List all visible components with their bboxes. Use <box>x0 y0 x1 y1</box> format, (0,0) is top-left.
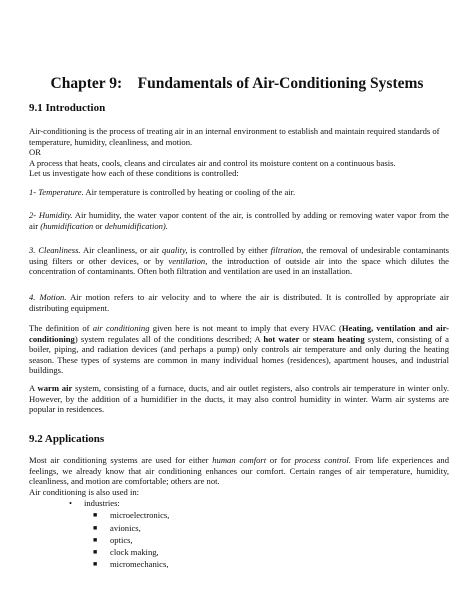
square-bullet-icon: ■ <box>93 535 98 544</box>
or-text: OR <box>29 147 41 158</box>
paragraph-cleanliness <box>29 245 449 277</box>
process-control-term: process control. <box>294 455 351 465</box>
paragraph-motion <box>29 292 449 313</box>
warm-air-term: warm air <box>37 383 73 393</box>
motion-label: 4. Motion. <box>29 292 67 302</box>
cleanliness-text-2: is controlled by either <box>187 245 271 255</box>
paragraph-hvac-definition <box>29 323 449 376</box>
def-or: or <box>299 333 313 344</box>
cleanliness-text-4: the introduction of outside air into the space which dilutes the concentration of contaminants. Often both filtration and ventilation are used in an installation. <box>29 255 449 277</box>
motion-text: Air motion refers to air velocity and to where the air is distributed. It is controlled by appropriate air distributing equipment. <box>29 292 449 313</box>
hvac-expansion: Heating, ventilation and air-conditioning <box>29 323 449 344</box>
human-comfort-term: human comfort <box>212 455 267 465</box>
warm-text-1: A <box>29 383 38 393</box>
list-item <box>29 534 449 546</box>
app-text-2: or for <box>266 455 295 465</box>
hot-water-term: hot water <box>263 333 300 344</box>
list-item <box>29 546 449 558</box>
definition-text: Air-conditioning is the process of treating air in an internal environment to establish and maintain required standards of temperature, humidity, cleanliness, and motion. <box>29 126 440 147</box>
list-item-text: optics, <box>110 534 133 545</box>
section-heading-introduction: 9.1 Introduction <box>29 102 106 114</box>
steam-heating-term: steam heating <box>312 333 365 344</box>
def-text-3: ) system regulates all of the conditions described; A <box>74 333 264 344</box>
applications-list <box>29 497 449 571</box>
paragraph-humidity <box>29 210 449 231</box>
list-item-text: avionics, <box>110 522 141 533</box>
humidity-text: Air humidity, the water vapor content of the air, is controlled by adding or removing water vapor from the air <box>29 210 450 231</box>
also-used-text: Air conditioning is also used in: <box>29 487 140 497</box>
list-item-industries <box>29 497 449 509</box>
def-text-1: The definition of <box>29 323 93 333</box>
temperature-text: Air temperature is controlled by heating or cooling of the air. <box>83 187 296 197</box>
def-text-4: system, consisting of a boiler, piping, and radiation devices (and perhaps a pump) only controls air temperature and only during the heating season. These types of systems are common in many individual homes (residences), apartment houses, and industrial buildings. <box>29 333 449 376</box>
app-text-1: Most air conditioning systems are used for either <box>29 455 213 465</box>
humidity-or: or <box>93 220 105 231</box>
square-bullet-icon: ■ <box>93 511 98 520</box>
temperature-label: 1- Temperature. <box>29 187 84 197</box>
filtration-term: filtration, <box>270 245 304 255</box>
def-text-2: given here is not meant to imply that every HVAC ( <box>149 323 342 333</box>
dehumidification-term: dehumidification). <box>104 220 168 231</box>
cleanliness-text-1: Air cleanliness, or air <box>80 245 162 255</box>
quality-term: quality, <box>162 245 188 255</box>
list-item-text: industries: <box>84 498 120 508</box>
investigate-text: Let us investigate how each of these conditions is controlled: <box>29 168 239 179</box>
paragraph-definition <box>29 126 449 179</box>
square-bullet-icon: ■ <box>93 548 98 557</box>
list-item <box>29 509 449 521</box>
cleanliness-label: 3. Cleanliness. <box>29 245 81 255</box>
cleanliness-text-3: the removal of undesirable contaminants using filters or other devices, or by <box>29 245 449 266</box>
chapter-title: Chapter 9: Fundamentals of Air-Conditioning Systems <box>50 75 424 92</box>
list-item <box>29 522 449 534</box>
app-text-3: From life experiences and feelings, we already know that air conditioning enhances our comfort. Certain ranges of air temperature, humidity, cleanliness, and motion are comfortable; others are not. <box>29 455 449 487</box>
ventilation-term: ventilation, <box>168 255 208 266</box>
list-item-text: micromechanics, <box>110 559 169 570</box>
bullet-icon: • <box>69 498 73 508</box>
list-item <box>29 558 449 570</box>
section-heading-applications: 9.2 Applications <box>29 433 105 445</box>
paragraph-applications <box>29 455 449 487</box>
square-bullet-icon: ■ <box>93 560 98 569</box>
paragraph-temperature <box>29 187 449 198</box>
alternate-definition: A process that heats, cools, cleans and circulates air and control its moisture content on a continuous basis. <box>29 157 396 168</box>
square-bullet-icon: ■ <box>93 523 98 532</box>
humidification-term: (humidification <box>40 220 94 231</box>
list-item-text: microelectronics, <box>110 510 170 521</box>
air-conditioning-term: air conditioning <box>92 323 150 333</box>
paragraph-warm-air <box>29 383 449 415</box>
list-item-text: clock making, <box>110 547 159 558</box>
humidity-label: 2- Humidity. <box>29 210 73 220</box>
warm-text-2: system, consisting of a furnace, ducts, and air outlet registers, also controls air temperature in winter only. However, by the addition of a humidifier in the ducts, it may also control humidity in winter. Warm air systems are popular in residences. <box>29 383 449 415</box>
